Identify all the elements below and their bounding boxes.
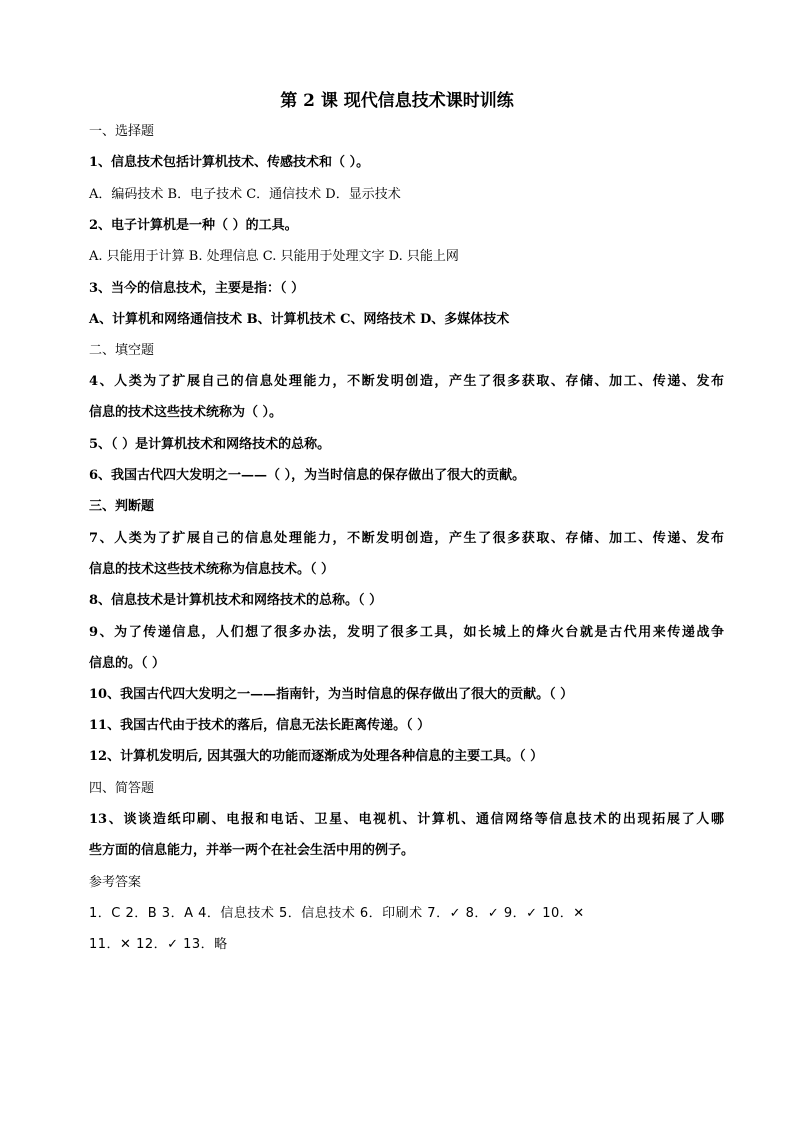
question-9-line-1: 9、为了传递信息，人们想了很多办法，发明了很多工具，如长城上的烽火台就是古代用来传递战争	[89, 625, 724, 640]
section-heading-short-answer: 四、简答题	[89, 781, 155, 796]
question-11: 11、我国古代由于技术的落后，信息无法长距离传递。（ ）	[89, 718, 431, 733]
section-heading-choice: 一、选择题	[89, 124, 155, 139]
question-9-line-2: 信息的。（ ）	[89, 656, 166, 671]
question-4-line-2: 信息的技术这些技术统称为（ ）。	[89, 405, 283, 420]
question-7-line-1: 7、人类为了扩展自己的信息处理能力，不断发明创造，产生了很多获取、存储、加工、传递、发布	[89, 531, 724, 546]
question-3-options: A、计算机和网络通信技术 B、计算机技术 C、网络技术 D、多媒体技术	[89, 312, 510, 327]
question-10: 10、我国古代四大发明之一——指南针，为当时信息的保存做出了很大的贡献。（ ）	[89, 687, 574, 702]
section-heading-fill: 二、填空题	[89, 343, 155, 358]
answers-line-1: 1．C 2．B 3．A 4．信息技术 5．信息技术 6．印刷术 7．✓ 8．✓ 9．✓ 10．✕	[89, 906, 585, 921]
question-1-stem: 1、信息技术包括计算机技术、传感技术和（ ）。	[89, 155, 370, 170]
question-6: 6、我国古代四大发明之一——（ ），为当时信息的保存做出了很大的贡献。	[89, 468, 526, 483]
answers-heading: 参考答案	[89, 875, 142, 890]
section-heading-judge: 三、判断题	[89, 499, 155, 514]
question-7-line-2: 信息的技术这些技术统称为信息技术。（ ）	[89, 562, 335, 577]
question-4-line-1: 4、人类为了扩展自己的信息处理能力，不断发明创造，产生了很多获取、存储、加工、传递、发布	[89, 374, 724, 389]
question-1-options: A．编码技术 B．电子技术 C．通信技术 D．显示技术	[89, 187, 401, 202]
question-13-line-1: 13、谈谈造纸印刷、电报和电话、卫星、电视机、计算机、通信网络等信息技术的出现拓展了人哪	[89, 812, 724, 827]
answers-line-2: 11．✕ 12．✓ 13．略	[89, 937, 228, 952]
question-5: 5、（ ）是计算机技术和网络技术的总称。	[89, 437, 331, 452]
question-2-options: A. 只能用于计算 B. 处理信息 C. 只能用于处理文字 D. 只能上网	[89, 249, 459, 264]
question-12: 12、计算机发明后, 因其强大的功能而逐渐成为处理各种信息的主要工具。（ ）	[89, 749, 544, 764]
question-2-stem: 2、电子计算机是一种（ ）的工具。	[89, 218, 298, 233]
question-13-line-2: 些方面的信息能力，并举一两个在社会生活中用的例子。	[89, 843, 415, 858]
question-3-stem: 3、当今的信息技术，主要是指：（ ）	[89, 281, 305, 296]
question-8: 8、信息技术是计算机技术和网络技术的总称。（ ）	[89, 593, 383, 608]
page-title: 第 2 课 现代信息技术课时训练	[280, 91, 514, 111]
